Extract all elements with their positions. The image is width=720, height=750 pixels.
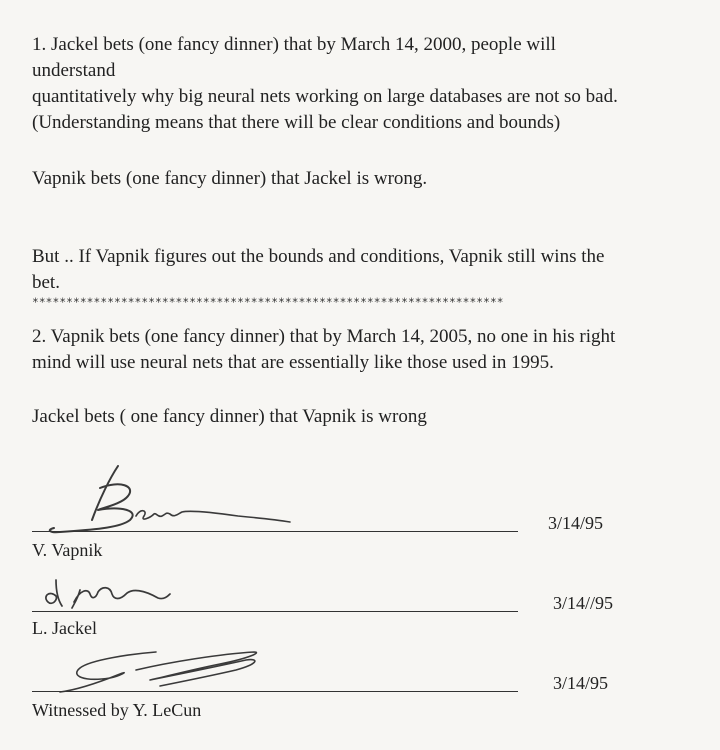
vapnik-signature: [40, 458, 300, 538]
vapnik-date: 3/14/95: [548, 513, 604, 533]
lecun-witness-name: Witnessed by Y. LeCun: [32, 700, 202, 720]
bet1-caveat-line2: bet.: [32, 272, 60, 293]
bet1-caveat-line1: But .. If Vapnik figures out the bounds and conditions, Vapnik still wins the: [32, 246, 605, 267]
lecun-signature: [40, 646, 280, 696]
separator: *********************************************************************: [32, 296, 504, 309]
jackel-signature: [40, 576, 190, 616]
bet1-line1: 1. Jackel bets (one fancy dinner) that by March 14, 2000, people will: [32, 34, 556, 55]
lecun-date: 3/14/95: [553, 673, 609, 693]
bet1-counter: Vapnik bets (one fancy dinner) that Jackel is wrong.: [32, 168, 428, 189]
lecun-signature-line: [32, 691, 518, 692]
jackel-date: 3/14//95: [553, 593, 614, 613]
bet1-line2: understand: [32, 60, 116, 81]
bet1-line3: quantitatively why big neural nets working on large databases are not so bad.: [32, 86, 618, 107]
bet2-line2: mind will use neural nets that are essentially like those used in 1995.: [32, 352, 554, 373]
bet2-line1: 2. Vapnik bets (one fancy dinner) that by March 14, 2005, no one in his right: [32, 326, 616, 347]
bet1-line4: (Understanding means that there will be clear conditions and bounds): [32, 112, 561, 133]
bet2-counter: Jackel bets ( one fancy dinner) that Vapnik is wrong: [32, 406, 427, 427]
jackel-name: L. Jackel: [32, 618, 97, 638]
vapnik-signature-line: [32, 531, 518, 532]
jackel-signature-line: [32, 611, 518, 612]
vapnik-name: V. Vapnik: [32, 540, 103, 560]
